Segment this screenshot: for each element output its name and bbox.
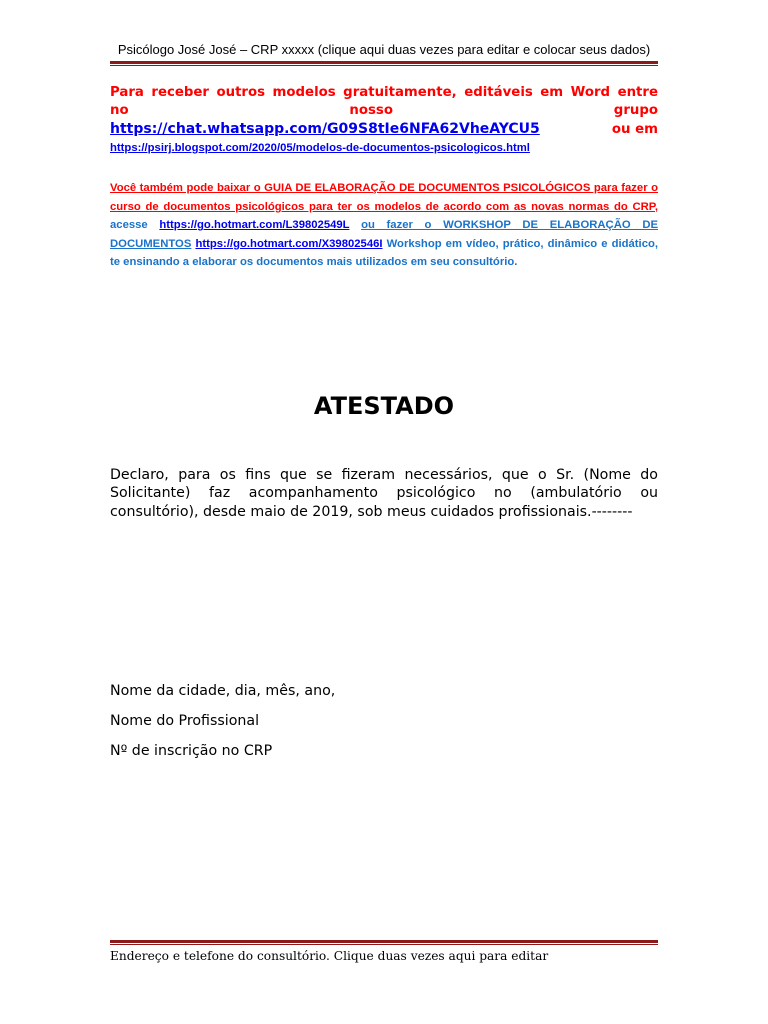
footer-divider — [110, 940, 658, 945]
hotmart-link-guide[interactable]: https://go.hotmart.com/L39802549L — [159, 219, 350, 232]
guide-block — [110, 179, 658, 272]
document-body: Declaro, para os fins que se fizeram necessários, que o Sr. (Nome do Solicitante) faz acompanhamento psicológico no (ambulatório ou consultório), desde maio de 2019, sob meus cuidados profissionais.-------- — [110, 467, 658, 520]
promo-block — [110, 84, 658, 157]
hotmart-link-workshop[interactable]: https://go.hotmart.com/X39802546I — [195, 237, 383, 250]
promo-link-line — [110, 120, 658, 139]
header-divider — [110, 61, 658, 66]
blog-link[interactable]: https://psirj.blogspot.com/2020/05/modelos-de-documentos-psicologicos.html — [110, 142, 530, 154]
guide-workshop-desc: Workshop em vídeo, prático, dinâmico e didático, te ensinando a elaborar os documentos mais utilizados em seu consultório. — [110, 237, 659, 269]
crp-number-line: Nº de inscrição no CRP — [110, 743, 273, 759]
guide-access: acesse — [110, 219, 148, 232]
professional-name-line: Nome do Profissional — [110, 713, 260, 729]
whatsapp-link[interactable]: https://chat.whatsapp.com/G09S8tIe6NFA62VheAYCU5 — [110, 121, 540, 137]
guide-red-text: Você também pode baixar o GUIA DE ELABORAÇÃO DE DOCUMENTOS PSICOLÓGICOS para fazer o curso de documentos psicológicos para ter os modelos de acordo com as novas normas do CRP, — [110, 182, 658, 213]
promo-line: Para receber outros modelos gratuitamente, editáveis em Word entre no nosso grupo — [110, 85, 658, 118]
guide-workshop-text: ou fazer o WORKSHOP DE ELABORAÇÃO DE DOCUMENTOS — [110, 219, 659, 250]
header-text[interactable]: Psicólogo José José – CRP xxxxx (clique aqui duas vezes para editar e colocar seus dados) — [117, 42, 651, 57]
document-title: ATESTADO — [313, 392, 455, 420]
city-date-line: Nome da cidade, dia, mês, ano, — [110, 683, 336, 699]
promo-or-in: ou em — [611, 122, 658, 137]
footer-text[interactable]: Endereço e telefone do consultório. Clique duas vezes aqui para editar — [110, 949, 549, 963]
